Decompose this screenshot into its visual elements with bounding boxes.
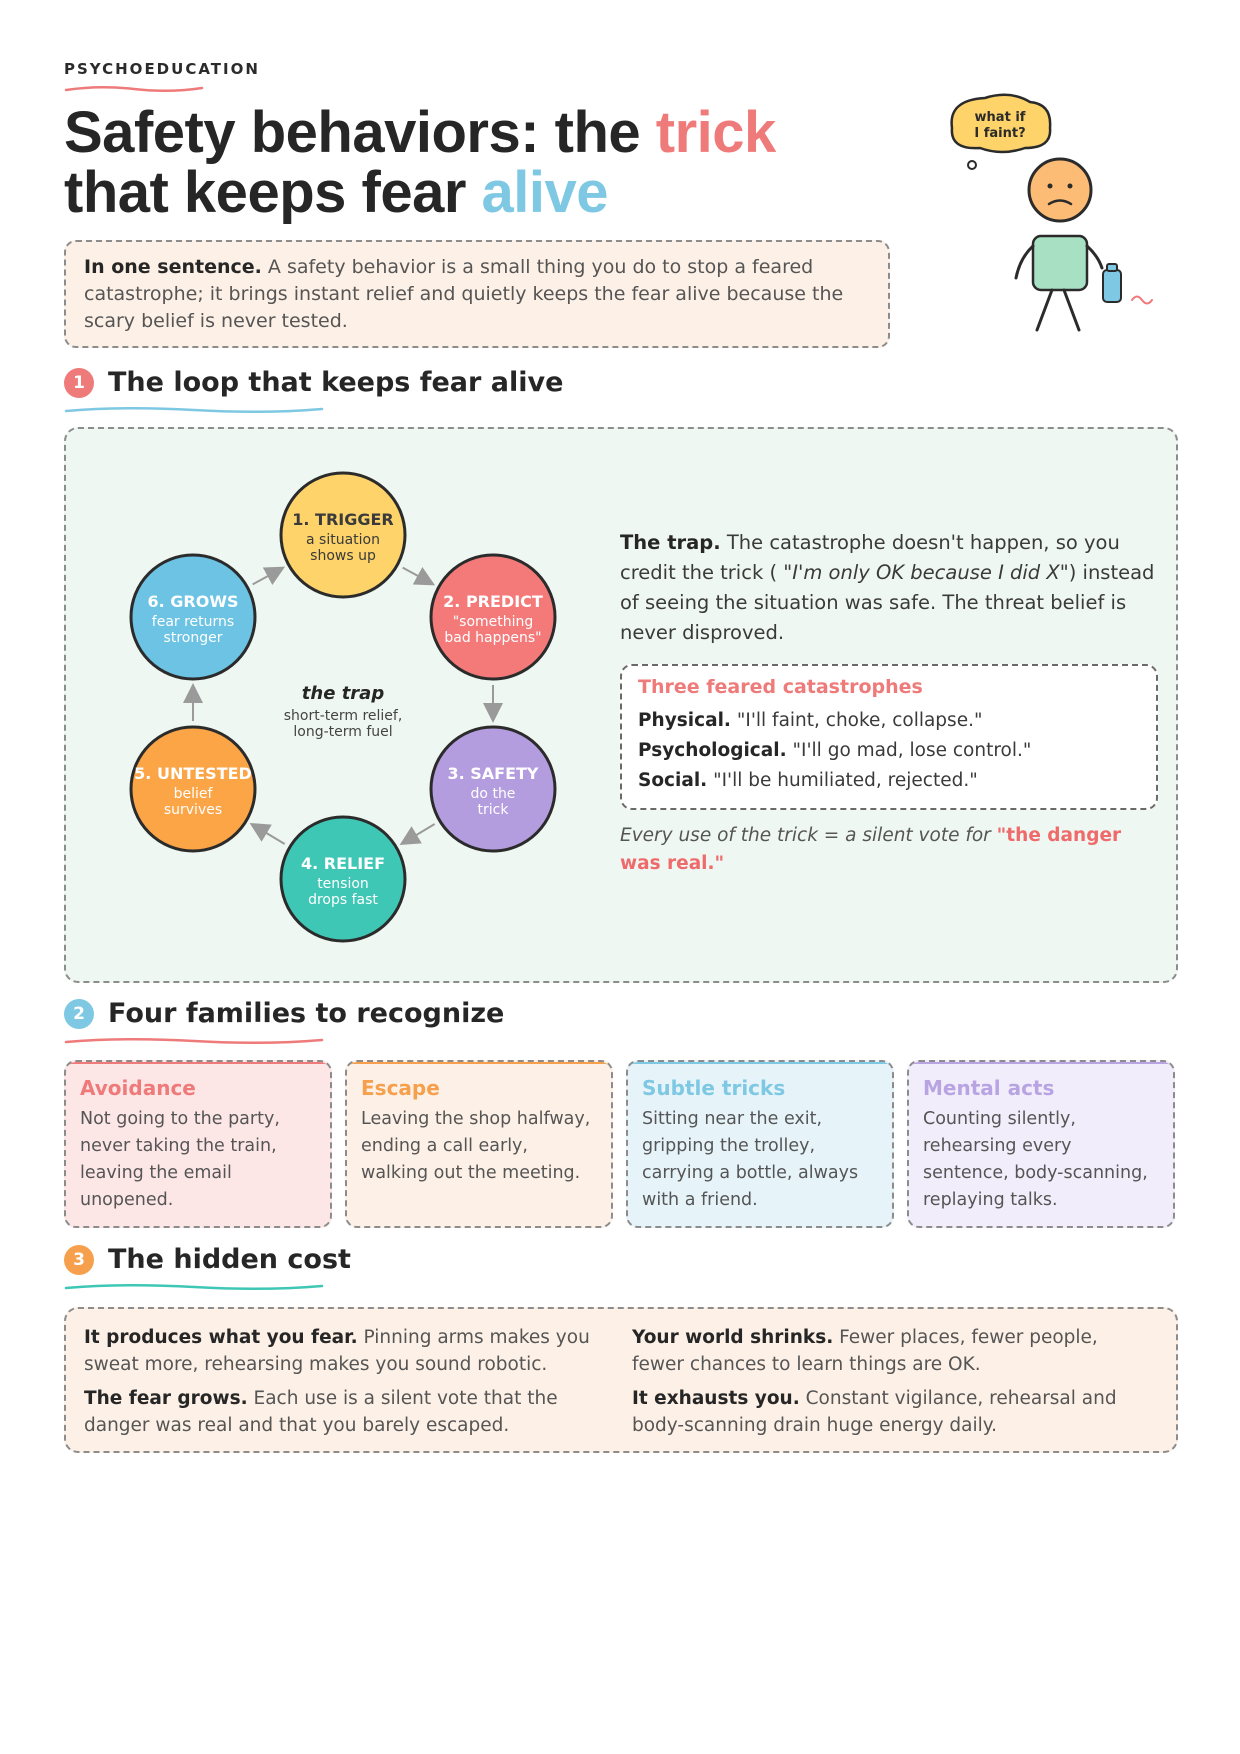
page-title [64,100,776,225]
title-part1: Safety behaviors: the [64,100,656,165]
catastrophe-text: "I'll go mad, lose control." [786,740,1032,761]
catastrophe-label: Psychological. [638,740,787,761]
loop-step-caption: tension [317,876,369,892]
cost-item [84,1324,594,1378]
catastrophe-text: "I'll faint, choke, collapse." [730,710,983,731]
loop-step-caption: bad happens" [444,630,542,646]
title-part2: that keeps fear [64,160,482,225]
family-card-accent [64,1060,332,1068]
summary-lead: In one sentence. [84,256,262,278]
loop-arrow [253,569,282,585]
family-card [345,1060,613,1228]
thought-line-1: what if [974,110,1026,125]
loop-step-node [431,727,555,851]
loop-step-caption: trick [477,802,509,818]
cost-text: Constant vigilance, rehearsal and body-scanning drain huge energy daily. [632,1388,1117,1436]
loop-arrow [253,825,285,844]
trap-text-2: ) instead of seeing the situation was safe. The threat belief is never disproved. [620,561,1155,644]
loop-step-caption: shows up [310,548,376,564]
loop-center-title: the trap [301,683,385,704]
loop-step-node [281,817,405,941]
family-card-accent [907,1060,1175,1068]
loop-step-caption: belief [173,786,213,802]
loop-step-caption: fear returns [151,614,235,630]
section-2-underline [64,1036,324,1046]
cost-item [84,1385,594,1439]
loop-step-label: 6. GROWS [147,592,239,611]
section-2-number: 2 [64,999,94,1029]
loop-step-caption: stronger [163,630,223,646]
family-body: Not going to the party, never taking the train, leaving the email unopened. [80,1109,280,1210]
cost-lead: It exhausts you. [632,1388,800,1409]
summary-box [64,240,890,348]
loop-step-caption: a situation [306,532,380,548]
trap-text-1: The catastrophe doesn't happen, so you credit the trick ( [620,531,1120,584]
loop-diagram [66,429,626,985]
loop-step-label: 1. TRIGGER [292,510,394,529]
loop-step-node [281,473,405,597]
loop-step-caption: drops fast [308,892,378,908]
title-accent-trick: trick [655,100,776,165]
worried-figure-illustration [940,90,1170,340]
hidden-cost-panel [64,1307,1178,1453]
family-card [64,1060,332,1228]
loop-arrow [403,568,432,584]
section-3-title: The hidden cost [108,1244,351,1275]
catastrophe-item [638,766,1140,796]
family-card-accent [345,1060,613,1068]
section-3-number: 3 [64,1245,94,1275]
loop-step-node [431,555,555,679]
family-card-accent [626,1060,894,1068]
section-1-header [64,367,563,398]
loop-step-label: 4. RELIEF [300,854,386,873]
loop-arrow [403,824,435,843]
cost-text: Pinning arms makes you sweat more, rehearsing makes you sound robotic. [84,1327,590,1375]
cost-text: Each use is a silent vote that the danger was real and that you barely escaped. [84,1388,558,1436]
section-3-header [64,1244,351,1275]
cost-lead: It produces what you fear. [84,1327,358,1348]
vote-accent: "the danger was real." [620,825,1122,874]
title-accent-alive: alive [481,160,609,225]
loop-step-caption: survives [163,802,223,818]
loop-step-node [131,555,255,679]
family-title: Mental acts [923,1076,1055,1100]
loop-step-caption: "something [452,614,534,630]
catastrophe-item [638,736,1140,766]
eyebrow-underline [64,84,204,94]
family-title: Avoidance [80,1076,196,1100]
loop-step-label: 5. UNTESTED [134,764,252,783]
trap-explanation [620,528,1160,648]
family-body: Counting silently, rehearsing every sentence, body-scanning, replaying talks. [923,1109,1148,1210]
loop-center-line-1: short-term relief, [283,708,403,724]
family-title: Escape [361,1076,440,1100]
catastrophe-label: Social. [638,770,708,791]
vote-text: Every use of the trick = a silent vote for [620,825,997,846]
section-1-title: The loop that keeps fear alive [108,367,564,398]
catastrophe-label: Physical. [638,710,731,731]
family-body: Leaving the shop halfway, ending a call early, walking out the meeting. [361,1109,591,1183]
loop-step-caption: do the [470,786,516,802]
family-body: Sitting near the exit, gripping the trolley, carrying a bottle, always with a friend. [642,1109,859,1210]
loop-step-label: 2. PREDICT [443,592,543,611]
cost-item [632,1324,1142,1378]
catastrophes-title: Three feared catastrophes [638,676,923,698]
loop-step-node [131,727,255,851]
cost-lead: Your world shrinks. [632,1327,834,1348]
loop-center-line-2: long-term fuel [293,724,393,740]
trap-quote: "I'm only OK because I did X" [783,561,1069,584]
section-3-underline [64,1282,324,1292]
summary-text: A safety behavior is a small thing you do to stop a feared catastrophe; it brings instant relief and quietly keeps the fear alive because the scary belief is never tested. [84,256,844,332]
trap-lead: The trap. [620,531,721,554]
catastrophes-box [620,664,1158,810]
section-2-header [64,998,504,1029]
section-1-underline [64,405,324,415]
cost-lead: The fear grows. [84,1388,248,1409]
cost-item [632,1385,1142,1439]
section-1-number: 1 [64,368,94,398]
family-title: Subtle tricks [642,1076,786,1100]
catastrophe-text: "I'll be humiliated, rejected." [707,770,978,791]
vote-note [620,822,1160,878]
thought-line-2: I faint? [974,126,1026,141]
eyebrow-label: PSYCHOEDUCATION [64,60,260,78]
catastrophe-item [638,706,1140,736]
section-2-title: Four families to recognize [108,998,505,1029]
family-card [907,1060,1175,1228]
cost-text: Fewer places, fewer people, fewer chances to learn things are OK. [632,1327,1098,1375]
family-card [626,1060,894,1228]
loop-step-label: 3. SAFETY [447,764,539,783]
